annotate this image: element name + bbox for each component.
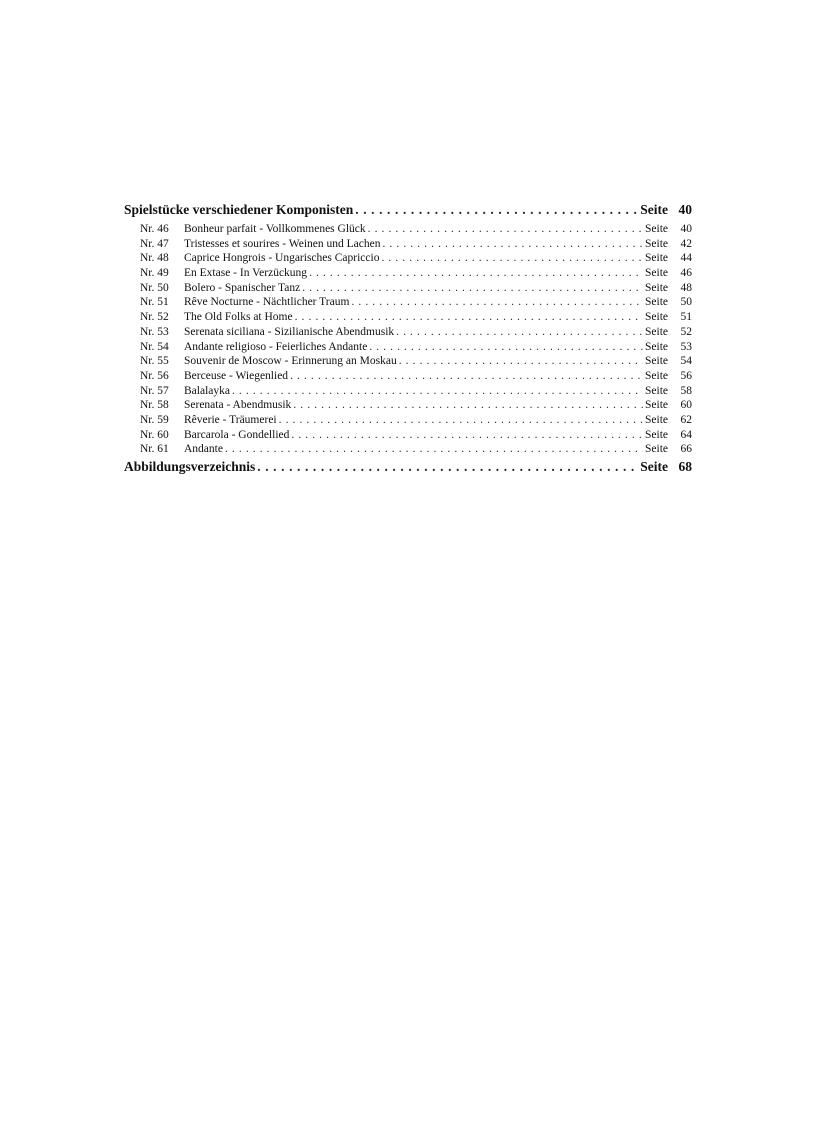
table-of-contents [124,200,692,477]
entry-title: Souvenir de Moscow - Erinnerung an Moskau [184,355,397,368]
dot-leader [295,310,643,325]
page-number: 54 [680,355,692,368]
entry-title: Serenata siciliana - Sizilianische Abendmusik [184,325,395,338]
dot-leader [257,457,638,477]
entry-number: Nr. 46 [140,223,169,235]
entry-number: Nr. 55 [140,355,169,368]
entry-number: Nr. 59 [140,413,169,426]
entry-title: Bonheur parfait - Vollkommenes Glück [184,223,366,235]
entry-title: Serenata - Abendmusik [184,399,292,412]
page-number: 50 [680,296,692,309]
page-number: 56 [680,369,692,382]
entry-title: En Extase - In Verzückung [184,267,308,280]
dot-leader [291,428,643,443]
toc-entry[interactable] [124,310,692,325]
entry-title: Barcarola - Gondellied [184,428,290,441]
entry-number: Nr. 54 [140,340,169,353]
dot-leader [351,295,643,310]
entry-number: Nr. 57 [140,384,169,397]
entry-number: Nr. 50 [140,281,169,294]
toc-section-heading[interactable] [124,457,692,477]
page-label: Seite [645,281,668,294]
toc-entry[interactable] [124,354,692,369]
page-number: 60 [680,399,692,412]
entry-title: Andante religioso - Feierliches Andante [184,340,368,353]
toc-entry[interactable] [124,266,692,281]
entry-title: Berceuse - Wiegenlied [184,369,289,382]
entry-number: Nr. 49 [140,267,169,280]
entry-title: Rêve Nocturne - Nächtlicher Traum [184,296,350,309]
dot-leader [381,251,643,266]
dot-leader [225,442,643,457]
toc-entry-list [124,222,692,457]
dot-leader [290,369,643,384]
page-number: 51 [680,311,692,324]
entry-number: Nr. 52 [140,311,169,324]
page-label: Seite [645,413,668,426]
page-number: 40 [678,202,692,217]
entry-title: Rêverie - Träumerei [184,413,277,426]
dot-leader [369,340,643,355]
dot-leader [293,398,643,413]
entry-number: Nr. 56 [140,369,169,382]
entry-number: Nr. 61 [140,443,169,456]
entry-number: Nr. 47 [140,237,169,250]
entry-number: Nr. 53 [140,325,169,338]
page-label: Seite [645,267,668,280]
page-number: 66 [680,443,692,456]
page-label: Seite [645,355,668,368]
page-number: 48 [680,281,692,294]
page-label: Seite [640,459,668,474]
dot-leader [396,325,643,340]
dot-leader [232,384,643,399]
entry-number: Nr. 51 [140,296,169,309]
toc-entry[interactable] [124,442,692,457]
entry-title: Caprice Hongrois - Ungarisches Capriccio [184,252,380,265]
toc-entry[interactable] [124,222,692,237]
toc-entry[interactable] [124,369,692,384]
dot-leader [399,354,643,369]
page-label: Seite [645,428,668,441]
page-label: Seite [645,325,668,338]
dot-leader [279,413,643,428]
toc-entry[interactable] [124,413,692,428]
dot-leader [382,237,643,252]
page-label: Seite [640,202,668,217]
page-label: Seite [645,252,668,265]
page-number: 52 [680,325,692,338]
entry-number: Nr. 58 [140,399,169,412]
toc-entry[interactable] [124,398,692,413]
page-number: 42 [680,237,692,250]
entry-title: Balalayka [184,384,230,397]
toc-entry[interactable] [124,251,692,266]
page-number: 62 [680,413,692,426]
page-label: Seite [645,223,668,235]
section-title: Abbildungsverzeichnis [124,459,256,474]
toc-entry[interactable] [124,384,692,399]
page-number: 46 [680,267,692,280]
dot-leader [355,200,638,220]
toc-entry[interactable] [124,340,692,355]
entry-number: Nr. 48 [140,252,169,265]
page-number: 68 [678,459,692,474]
toc-entry[interactable] [124,325,692,340]
toc-section-heading[interactable] [124,200,692,220]
page-label: Seite [645,369,668,382]
entry-title: Bolero - Spanischer Tanz [184,281,301,294]
entry-title: The Old Folks at Home [184,311,293,324]
page-label: Seite [645,311,668,324]
page-number: 64 [680,428,692,441]
toc-entry[interactable] [124,237,692,252]
toc-entry[interactable] [124,281,692,296]
toc-entry[interactable] [124,295,692,310]
dot-leader [368,222,643,237]
dot-leader [302,281,643,296]
page-label: Seite [645,399,668,412]
dot-leader [309,266,643,281]
page-label: Seite [645,296,668,309]
page-number: 40 [680,223,692,235]
entry-title: Andante [184,443,223,456]
toc-entry[interactable] [124,428,692,443]
entry-number: Nr. 60 [140,428,169,441]
page-number: 58 [680,384,692,397]
page-number: 53 [680,340,692,353]
page-number: 44 [680,252,692,265]
page-label: Seite [645,237,668,250]
page-label: Seite [645,340,668,353]
page-label: Seite [645,384,668,397]
entry-title: Tristesses et sourires - Weinen und Lachen [184,237,381,250]
page-label: Seite [645,443,668,456]
section-title: Spielstücke verschiedener Komponisten [124,202,354,217]
